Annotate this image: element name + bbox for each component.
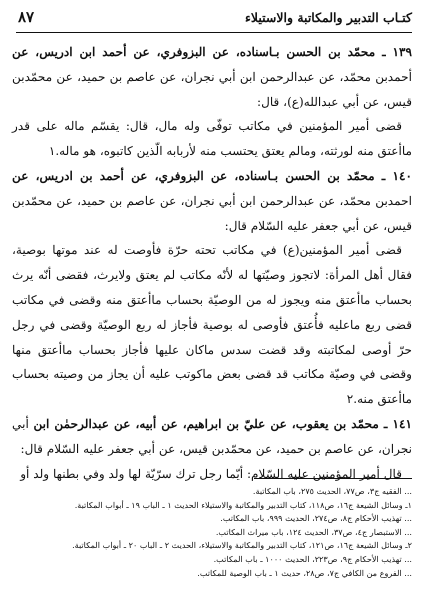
body-text xyxy=(12,40,412,486)
footnote-line: ... الفروع من الكافي ج٧، ص٢٨، حديث ١ ـ باب الوصية للمكاتب. xyxy=(197,567,412,578)
footnote-line: ... الفقيه ج٣، ص٧٧، الحديث ٢٧٥، باب المكاتبة. xyxy=(252,486,412,496)
hadith-139-isnad xyxy=(12,40,412,114)
footnote-line: ... تهذيب الأحكام ج٩، ص٢٢٣، الحديث ١٠٠٠ ـ باب المكاتب. xyxy=(213,553,412,564)
hadith-139-number: ١٣٩ ـ محمّد بن الحسن بـاسناده، عن البزوفري، عن أحمد ابن ادريس، عن xyxy=(12,45,412,59)
footnote-line: ... الاستبصار ج٤، ص٣٧، الحديث ١٢٤، باب ميراث المكاتب. xyxy=(215,526,412,537)
hadith-141-number: ١٤١ ـ محمّد بن يعقوب، عن عليّ بن ابراهيم، عن أبيه، عن عبدالرحمٰن ابن xyxy=(33,416,412,431)
hadith-140-number: ١٤٠ ـ محمّد بن الحسن بـاسناده، عن البزوفري، عن أحمد بن ادريس، عن xyxy=(12,168,412,183)
running-header xyxy=(16,6,412,33)
header-title: كتـاب التدبير والمكاتبة والاستيلاء xyxy=(245,10,412,25)
footnote-line: ١ـ وسائل الشيعة ج١٦، ص١١٨، كتاب التدبير والمكاتبة والاستيلاء الحديث ١ ـ الباب ١٩ ـ أبواب المكاتبة. xyxy=(74,499,412,510)
hadith-139-matn: قضى أمير المؤمنين في مكاتب توفّى وله مال، قال: يقسّم ماله على قدر ماأعتق منه لورثته، ومالم يعتق يحتسب منه لأربابه الّذين كاتبوه، هو ماله.١ xyxy=(12,119,412,159)
page-number: ٨٧ xyxy=(18,8,35,26)
hadith-140-isnad-rest: احمدبن محمّد، عن عبدالرحمن ابن أبي نجران، عن عاصم بن حميد، عن محمّدبن قيس، عن أبي جعفر عليه السّلام قال: xyxy=(12,193,412,233)
hadith-139-isnad-rest: أحمدبن محمّد، عن عبدالرحمن ابن أبي نجران، عن عاصم بن حميد، عن محمّدبن قيس، عن أبي عبدالله(ع)، قال: xyxy=(12,69,412,109)
footnote-line: ٢ـ وسائل الشيعة ج١٦، ص١٢١، كتاب التدبير والمكاتبة والاستيلاء، الحديث ٢ ـ الباب ٢٠ ـ أبواب المكاتبة. xyxy=(72,540,412,551)
footnote-divider xyxy=(254,478,412,479)
hadith-141-matn: قال أمير المؤمنين عليه السّلام: أيّما رجل ترك سرّيّة لها ولد وفي بطنها ولد أو xyxy=(20,466,402,481)
hadith-141-isnad-rest: أبي نجران، عن عاصم بن حميد، عن محمّدبن قيس، عن أبي جعفر عليه السّلام قال: xyxy=(12,416,412,456)
hadith-141-isnad xyxy=(12,412,412,462)
hadith-140-matn: قضى أمير المؤمنين(ع) في مكاتب تحته حرّة فأوصت له عند موتها بوصية، فقال أهل المرأة: لاتجوز وصيّتها له لأنّه مكاتب لم يعتق ولايرث، فقضى أنّه يرث بحساب ماأعتق منه ويجوز له من الوصيّة بحساب ماأعتق منه وقضى في مكاتب قضى ربع ماعليه فأُعتق فأوصى له بوصية فأجاز له ربع الوصيّة وقضى في رجل حرّ أوصى لمكاتبته وقد قضت سدس ماكان عليها فأجاز بحساب ماأعتق منها وقضى في وصيّة مكاتب قد قضى بعض ماكوتب عليه أن يجاز من وصيته بحساب ماأعتق منه.٢ xyxy=(12,243,412,407)
hadith-140-isnad xyxy=(12,164,412,238)
footnote-line: ... تهذيب الأحكام ج٨، ص٢٧٤، الحديث ٩٩٩، باب المكاتب. xyxy=(220,513,412,524)
footnotes xyxy=(14,485,412,580)
